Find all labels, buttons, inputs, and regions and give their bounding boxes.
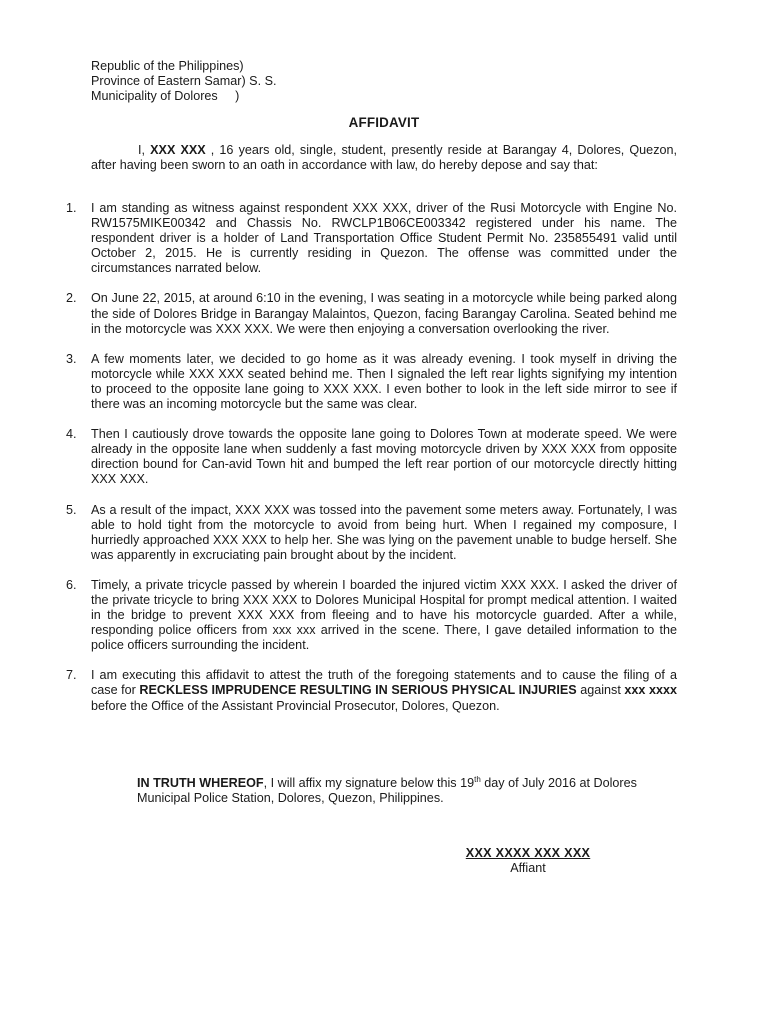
statement-item xyxy=(66,668,677,713)
statement-text: A few moments later, we decided to go home as it was already evening. I took myself in driving the motorcycle while XXX XXX seated behind me. Then I signaled the left rear lights signifying my intention to proceed to the opposite lane going to XXX XXX. I even bother to look in the left side mirror to see if there was an incoming motorcycle but the same was clear. xyxy=(91,351,677,412)
statement-item xyxy=(66,201,677,276)
statement-item xyxy=(66,291,677,336)
document-title: AFFIDAVIT xyxy=(348,115,420,130)
statement-list xyxy=(66,201,677,729)
statement-number: 5. xyxy=(66,502,77,517)
statement-text-part: before the Office of the Assistant Provincial Prosecutor, Dolores, Quezon. xyxy=(91,698,500,713)
statement-text-part: I am executing this affidavit to attest the truth of the foregoing statements and to cause the filing of a case for xyxy=(91,668,677,698)
offense-name: RECKLESS IMPRUDENCE RESULTING IN SERIOUS PHYSICAL INJURIES xyxy=(139,683,577,698)
venue-header xyxy=(91,59,391,104)
statement-number: 3. xyxy=(66,351,77,366)
header-municipality: Municipality of Dolores ) xyxy=(91,89,240,104)
closing-lead: IN TRUTH WHEREOF xyxy=(137,776,264,790)
closing-text xyxy=(91,776,681,806)
signature-block xyxy=(440,846,616,876)
statement-text: On June 22, 2015, at around 6:10 in the evening, I was seating in a motorcycle while being parked along the side of Dolores Bridge in Barangay Malaintos, Quezon, facing Barangay Carolina. Seated behind me in the motorcycle was XXX XXX. We were then enjoying a conversation overlooking the river. xyxy=(91,291,677,336)
statement-item xyxy=(66,427,677,487)
intro-prefix: I, xyxy=(138,143,151,157)
ordinal-suffix: th xyxy=(474,774,481,784)
statement-text: As a result of the impact, XXX XXX was tossed into the pavement some meters away. Fortunately, I was able to hold tight from the motorcycle to avoid from being hurt. When I regained my composure, I hurriedly approached XXX XXX to help her. She was lying on the pavement unable to budge herself. She was apparently in excruciating pain brought about by the incident. xyxy=(91,502,677,562)
statement-text: Then I cautiously drove towards the opposite lane going to Dolores Town at moderate speed. We were already in the opposite lane when suddenly a fast moving motorcycle driven by XXX XXX from opposite direction bound for Can-avid Town hit and bumped the left rear portion of our motorcycle directly hitting XXX XXX. xyxy=(91,427,677,487)
closing-paragraph xyxy=(91,776,681,806)
statement-item xyxy=(66,503,677,563)
statement-item xyxy=(66,578,677,653)
intro-paragraph xyxy=(91,143,677,173)
affiant-signature-name: XXX XXXX XXX XXX xyxy=(465,846,591,860)
header-province: Province of Eastern Samar) S. S. xyxy=(91,74,277,89)
statement-number: 1. xyxy=(66,201,77,215)
statement-text-part: against xyxy=(576,683,625,698)
statement-text: I am standing as witness against respondent XXX XXX, driver of the Rusi Motorcycle with Engine No. RW1575MIKE00342 and Chassis No. RWCLP1B06CE003342 registered under his name. The respondent driver is a holder of Land Transportation Office Student Permit No. 235855491 valid until October 2, 2015. He is currently residing in Quezon. The offense was committed under the circumstances narrated below. xyxy=(91,201,677,276)
intro-body: , 16 years old, single, student, presently reside at Barangay 4, Dolores, Quezon, after having been sworn to an oath in accordance with law, do hereby depose and say that: xyxy=(91,143,677,173)
statement-item xyxy=(66,352,677,412)
closing-body: , I will affix my signature below this 19 xyxy=(263,776,475,790)
statement-number: 6. xyxy=(66,577,77,592)
affiant-name-inline: XXX XXX xyxy=(150,143,206,157)
statement-number: 2. xyxy=(66,291,77,306)
respondent-name: xxx xxxx xyxy=(624,683,677,698)
statement-number: 4. xyxy=(66,427,77,442)
affiant-label: Affiant xyxy=(510,861,546,876)
statement-number: 7. xyxy=(66,668,77,683)
intro-text xyxy=(91,143,677,173)
closing-body-end: day of July 2016 at Dolores Municipal Police Station, Dolores, Quezon, Philippines. xyxy=(137,776,637,806)
header-republic: Republic of the Philippines) xyxy=(91,59,244,73)
statement-text: Timely, a private tricycle passed by wherein I boarded the injured victim XXX XXX. I asked the driver of the private tricycle to bring XXX XXX to Dolores Municipal Hospital for prompt medical attention. I waited in the bridge to prevent XXX XXX from fleeing and to have his motorcycle guarded. After a while, responding police officers from xxx xxx arrived in the scene. There, I gave detailed information to the police officers surrounding the incident. xyxy=(91,577,677,653)
statement-text xyxy=(91,668,677,713)
